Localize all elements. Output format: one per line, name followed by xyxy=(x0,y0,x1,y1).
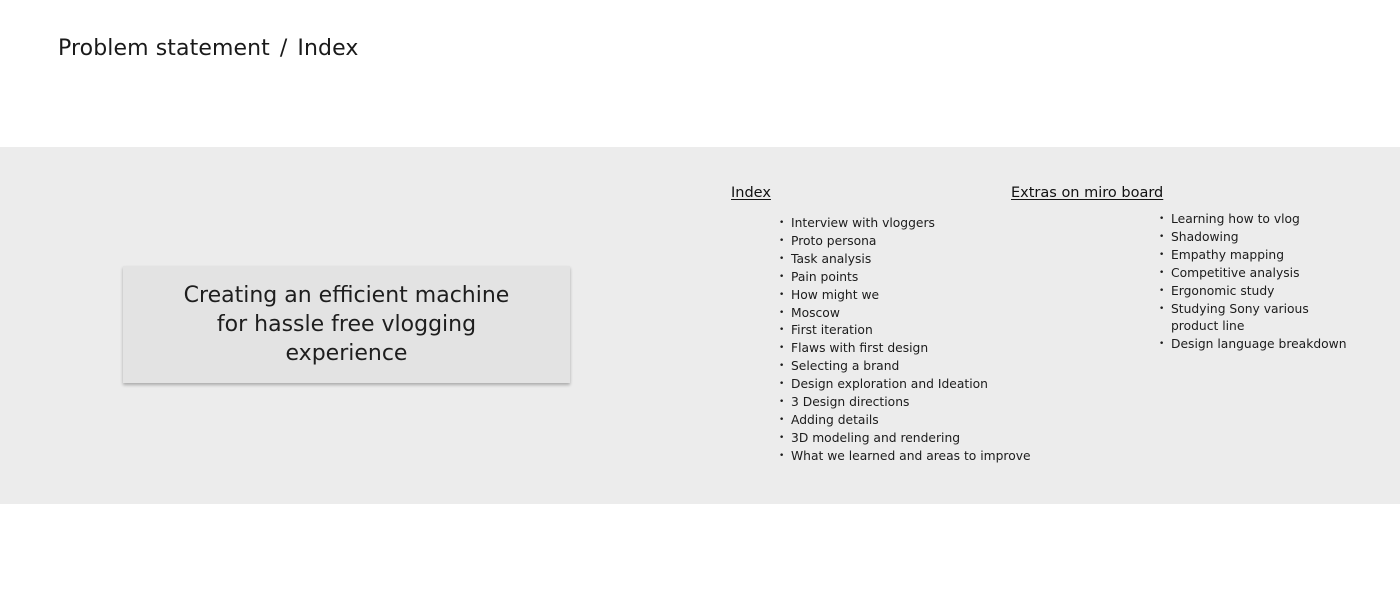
breadcrumb-index: Index xyxy=(297,36,359,61)
extras-heading: Extras on miro board xyxy=(1011,185,1164,201)
index-item: • Adding details xyxy=(779,412,1031,430)
extras-item: • Design language breakdown xyxy=(1159,336,1347,354)
page-title xyxy=(58,36,359,61)
index-item: • Selecting a brand xyxy=(779,358,1031,376)
index-item: • Flaws with first design xyxy=(779,340,1031,358)
extras-item: • Shadowing xyxy=(1159,229,1347,247)
index-item: • 3D modeling and rendering xyxy=(779,430,1031,448)
index-item: • Proto persona xyxy=(779,233,1031,251)
index-list xyxy=(779,215,1031,466)
index-item: • First iteration xyxy=(779,322,1031,340)
index-item: • Interview with vloggers xyxy=(779,215,1031,233)
extras-item: • Studying Sony various product line xyxy=(1159,301,1321,337)
index-item: • What we learned and areas to improve xyxy=(779,448,1031,466)
extras-item: • Learning how to vlog xyxy=(1159,211,1347,229)
index-item: • Moscow xyxy=(779,305,1031,323)
index-item: • How might we xyxy=(779,287,1031,305)
breadcrumb-problem-statement: Problem statement xyxy=(58,36,270,61)
index-item: • Design exploration and Ideation xyxy=(779,376,1031,394)
problem-statement-card xyxy=(123,266,570,383)
index-item: • 3 Design directions xyxy=(779,394,1031,412)
index-item: • Pain points xyxy=(779,269,1031,287)
extras-item: • Competitive analysis xyxy=(1159,265,1347,283)
content-band xyxy=(0,147,1400,504)
breadcrumb-separator: / xyxy=(279,36,288,61)
index-item: • Task analysis xyxy=(779,251,1031,269)
problem-statement-text: Creating an efficient machine for hassle free vlogging experience xyxy=(183,283,510,366)
index-heading: Index xyxy=(731,185,771,201)
extras-item: • Ergonomic study xyxy=(1159,283,1347,301)
extras-list xyxy=(1159,211,1347,354)
extras-item: • Empathy mapping xyxy=(1159,247,1347,265)
